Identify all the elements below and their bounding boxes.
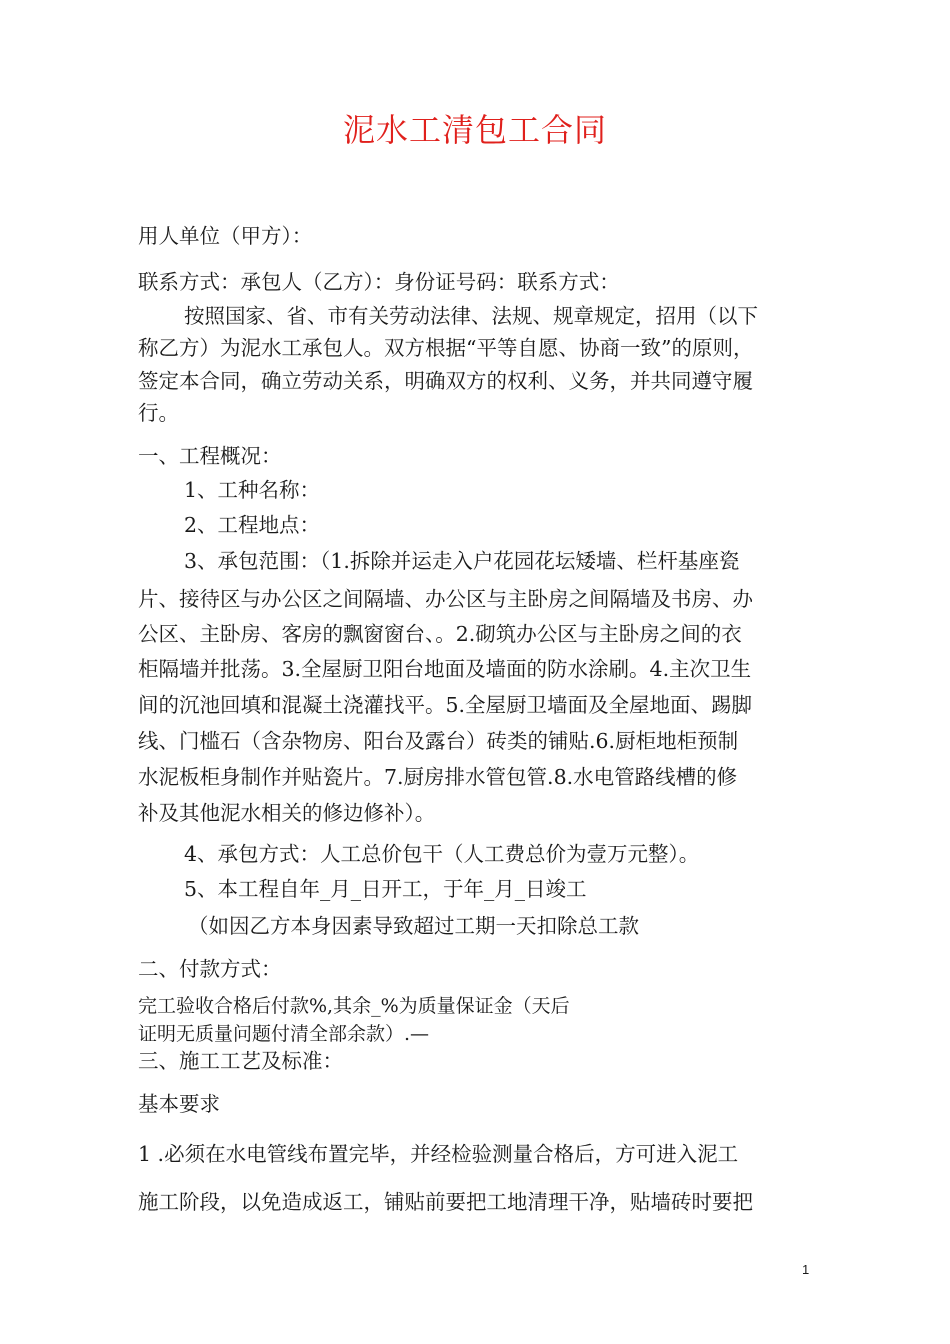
contact-line: 联系方式：承包人（乙方）：身份证号码：联系方式：: [138, 270, 620, 294]
scope-line-8: 补及其他泥水相关的修边修补）。: [138, 801, 436, 825]
section-2-heading: 二、付款方式：: [138, 957, 282, 981]
scope-line-4: 柜隔墙并批荡。3.全屋厨卫阳台地面及墙面的防水涂刷。4.主次卫生: [138, 657, 752, 681]
requirement-line-2: 施工阶段，以免造成返工，铺贴前要把工地清理干净，贴墙砖时要把: [138, 1190, 753, 1214]
scope-line-7: 水泥板柜身制作并贴瓷片。7.厨房排水管包管.8.水电管路线槽的修: [138, 765, 738, 789]
payment-line-2: 证明无质量问题付清全部余款）.—: [138, 1023, 430, 1045]
section-3-heading: 三、施工工艺及标准：: [138, 1049, 343, 1073]
schedule-penalty-note: （如因乙方本身因素导致超过工期一天扣除总工款: [188, 914, 639, 938]
item-5-schedule: 5、本工程自年_月_日开工，于年_月_日竣工: [184, 877, 587, 901]
item-4-contract-mode: 4、承包方式：人工总价包干（人工费总价为壹万元整）。: [184, 842, 700, 866]
scope-line-5: 间的沉池回填和混凝土浇灌找平。5.全屋厨卫墙面及全屋地面、踢脚: [138, 693, 753, 717]
item-1-work-type: 1、工种名称：: [184, 478, 321, 502]
requirement-line-1: 1 .必须在水电管线布置完毕，并经检验测量合格后，方可进入泥工: [138, 1142, 739, 1166]
basic-requirements-heading: 基本要求: [138, 1092, 220, 1116]
payment-line-1: 完工验收合格后付款%,其余_%为质量保证金（天后: [138, 995, 570, 1017]
preamble-line-1: 按照国家、省、市有关劳动法律、法规、规章规定，招用（以下: [184, 304, 758, 328]
item-2-location: 2、工程地点：: [184, 513, 321, 537]
preamble-line-2: 称乙方）为泥水工承包人。双方根据“平等自愿、协商一致”的原则，: [138, 336, 754, 360]
scope-line-1: 3、承包范围：（1.拆除并运走入户花园花坛矮墙、栏杆基座瓷: [184, 549, 740, 573]
preamble-line-3: 签定本合同，确立劳动关系，明确双方的权利、义务，并共同遵守履: [138, 369, 753, 393]
document-title: 泥水工清包工合同: [342, 111, 607, 149]
scope-line-2: 片、接待区与办公区之间隔墙、办公区与主卧房之间隔墙及书房、办: [138, 587, 753, 611]
scope-line-6: 线、门槛石（含杂物房、阳台及露台）砖类的铺贴.6.厨柜地柜预制: [138, 729, 739, 753]
section-1-heading: 一、工程概况：: [138, 444, 282, 468]
scope-line-3: 公区、主卧房、客房的飘窗窗台、。2.砌筑办公区与主卧房之间的衣: [138, 622, 742, 646]
party-a-line: 用人单位（甲方）：: [138, 224, 313, 248]
page-number: 1: [802, 1262, 810, 1277]
preamble-line-4: 行。: [138, 401, 179, 425]
